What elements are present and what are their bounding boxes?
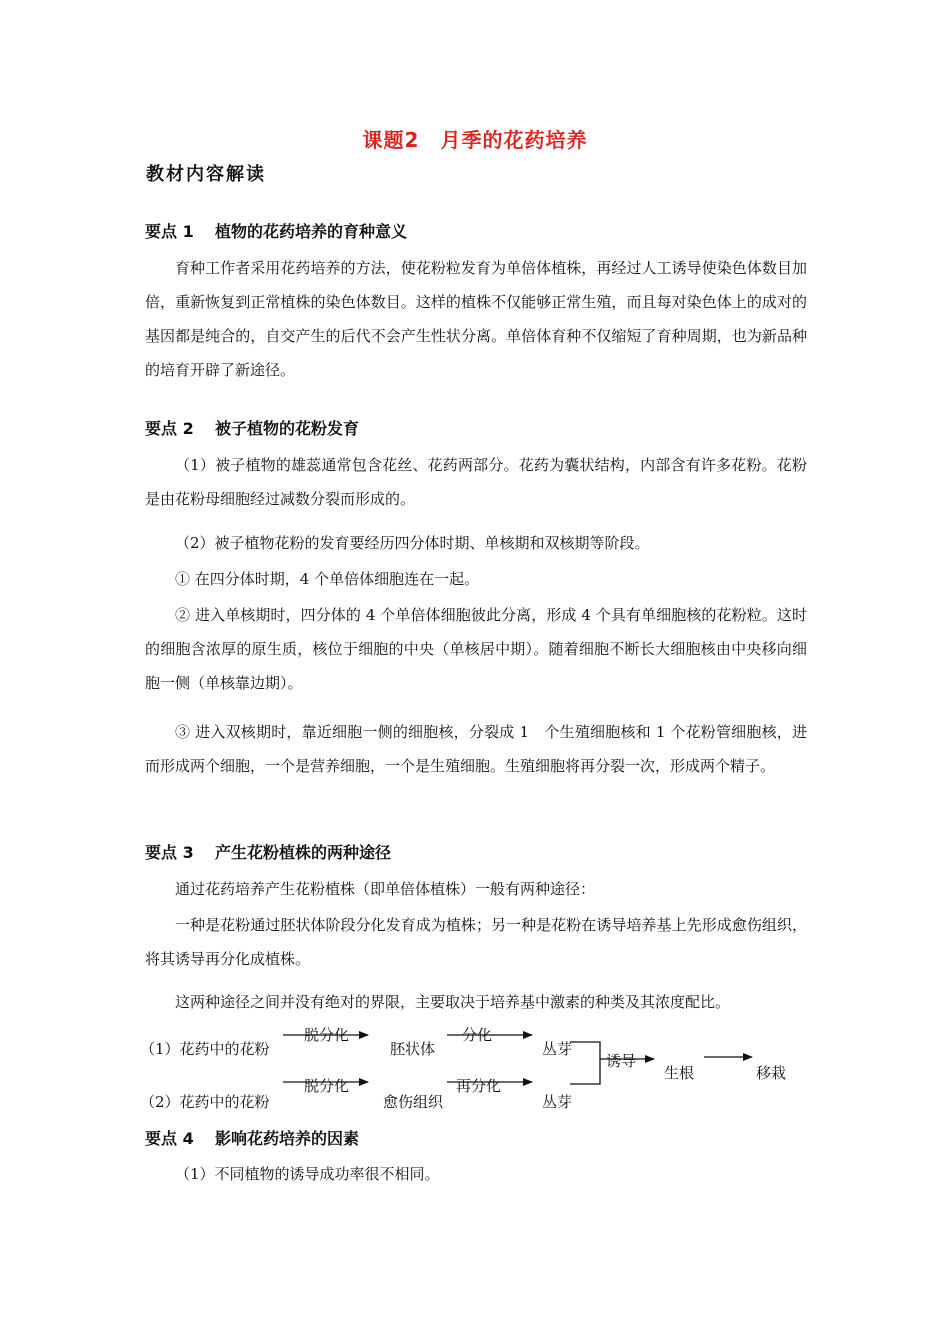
point-heading-1 [145,219,407,242]
paragraph: 这两种途径之间并没有绝对的界限，主要取决于培养基中激素的种类及其浓度配比。 [175,993,731,1011]
point-number: 要点 4 [145,1129,194,1148]
diagram-induce-label: 诱导 [606,1052,637,1070]
diagram-row2-label: （2）花药中的花粉 [140,1093,270,1111]
diagram-row2-arrow2-label: 再分化 [456,1077,502,1095]
diagram-row1-arrow1-label: 脱分化 [304,1026,350,1044]
paragraph: 通过花药培养产生花粉植株（即单倍体植株）一般有两种途径： [175,880,596,898]
point-number: 要点 1 [145,222,194,241]
point-heading-2 [145,416,359,439]
bracket-merge [570,1042,600,1084]
paragraph: ① 在四分体时期，4 个单倍体细胞连在一起。 [175,570,480,588]
diagram-row1-end: 丛芽 [542,1040,573,1058]
section-heading: 教材内容解读 [146,164,266,185]
paragraph: 育种工作者采用花药培养的方法，使花粉粒发育为单倍体植株，再经过人工诱导使染色体数目加倍，重新恢复到正常植株的染色体数目。这样的植株不仅能够正常生殖，而且每对染色体上的成对的基因都是纯合的，自交产生的后代不会产生性状分离。单倍体育种不仅缩短了育种周期，也为新品种的培育开辟了新途径。 [145,259,807,379]
paragraph: （1）被子植物的雄蕊通常包含花丝、花药两部分。花药为囊状结构，内部含有许多花粉。花粉是由花粉母细胞经过减数分裂而形成的。 [145,456,807,508]
diagram-row1-mid: 胚状体 [390,1040,436,1058]
diagram-transplant: 移栽 [756,1064,787,1082]
point-heading-4 [145,1126,359,1149]
point-title: 产生花粉植株的两种途径 [215,843,392,862]
paragraph: 一种是花粉通过胚状体阶段分化发育成为植株；另一种是花粉在诱导培养基上先形成愈伤组织，将其诱导再分化成植株。 [145,916,807,968]
diagram-row1-arrow2-label: 分化 [462,1026,493,1044]
diagram-root: 生根 [664,1064,695,1082]
diagram-row2-end: 丛芽 [542,1093,573,1111]
diagram-row2-mid: 愈伤组织 [383,1093,444,1111]
point-heading-3 [145,840,391,863]
point-title: 植物的花药培养的育种意义 [215,222,408,241]
page-title: 课题2 月季的花药培养 [362,128,588,152]
point-title: 被子植物的花粉发育 [215,419,360,438]
point-number: 要点 3 [145,843,194,862]
diagram-row1-label: （1）花药中的花粉 [140,1040,270,1058]
paragraph: （2）被子植物花粉的发育要经历四分体时期、单核期和双核期等阶段。 [175,534,650,552]
point-number: 要点 2 [145,419,194,438]
paragraph: ③ 进入双核期时，靠近细胞一侧的细胞核，分裂成 1 个生殖细胞核和 1 个花粉管细胞核，进而形成两个细胞，一个是营养细胞，一个是生殖细胞。生殖细胞将再分裂一次，形成两个精子。 [145,723,807,775]
paragraph: ② 进入单核期时，四分体的 4 个单倍体细胞彼此分离，形成 4 个具有单细胞核的花粉粒。这时的细胞含浓厚的原生质，核位于细胞的中央（单核居中期）。随着细胞不断长大细胞核由中央移向细胞一侧（单核靠边期）。 [145,606,807,692]
process-diagram [0,1018,950,1118]
diagram-row2-arrow1-label: 脱分化 [304,1077,350,1095]
paragraph: （1）不同植物的诱导成功率很不相同。 [175,1165,440,1183]
point-title: 影响花药培养的因素 [215,1129,360,1148]
